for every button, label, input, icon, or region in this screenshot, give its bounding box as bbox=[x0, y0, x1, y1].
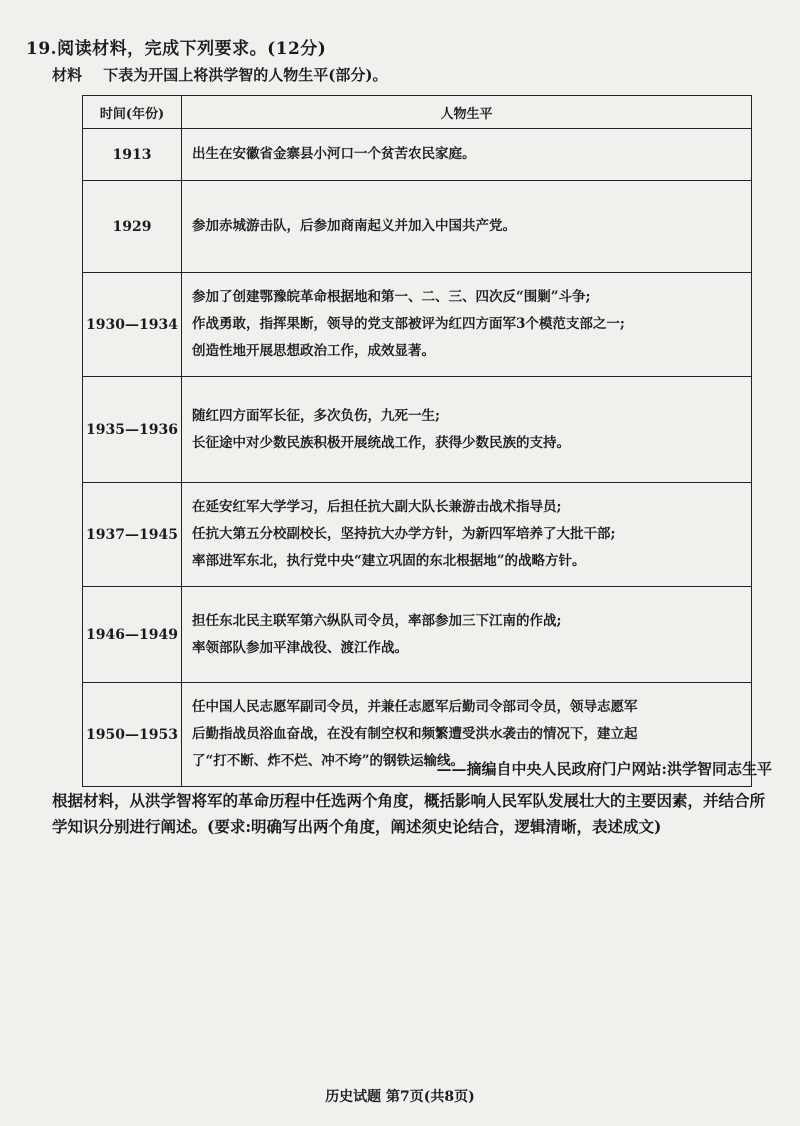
table-row bbox=[83, 483, 752, 587]
row-time: 1935—1936 bbox=[83, 377, 182, 483]
material-intro bbox=[52, 64, 387, 85]
event-line: 参加了创建鄂豫皖革命根据地和第一、二、三、四次反“围剿”斗争; bbox=[192, 289, 591, 305]
question-prompt: 根据材料，从洪学智将军的革命历程中任选两个角度，概括影响人民军队发展壮大的主要因素，并结合所学知识分别进行阐述。(要求:明确写出两个角度，阐述须史论结合，逻辑清晰，表述成文) bbox=[52, 791, 766, 836]
row-events bbox=[182, 273, 752, 377]
header-time: 时间(年份) bbox=[83, 96, 182, 129]
event-line: 作战勇敢，指挥果断，领导的党支部被评为红四方面军3个模范支部之一; bbox=[192, 316, 625, 332]
event-line: 出生在安徽省金寨县小河口一个贫苦农民家庭。 bbox=[192, 146, 476, 162]
event-line: 率领部队参加平津战役、渡江作战。 bbox=[192, 639, 408, 656]
event-line: 率部进军东北，执行党中央“建立巩固的东北根据地”的战略方针。 bbox=[192, 553, 586, 569]
event-line: 担任东北民主联军第六纵队司令员，率部参加三下江南的作战; bbox=[192, 612, 562, 629]
material-label: 材料 bbox=[52, 66, 83, 84]
row-events bbox=[182, 129, 752, 181]
row-events bbox=[182, 181, 752, 273]
row-time: 1946—1949 bbox=[83, 587, 182, 683]
row-time: 1937—1945 bbox=[83, 483, 182, 587]
table-header-row bbox=[83, 96, 752, 129]
event-line: 参加赤城游击队，后参加商南起义并加入中国共产党。 bbox=[192, 218, 516, 234]
row-events bbox=[182, 587, 752, 683]
header-biography: 人物生平 bbox=[182, 96, 752, 129]
source-citation: ——摘编自中央人民政府门户网站:洪学智同志生平 bbox=[436, 760, 772, 778]
row-events bbox=[182, 483, 752, 587]
event-line: 后勤指战员浴血奋战，在没有制空权和频繁遭受洪水袭击的情况下，建立起 bbox=[192, 726, 638, 742]
event-line: 长征途中对少数民族积极开展统战工作，获得少数民族的支持。 bbox=[192, 434, 570, 451]
event-line: 任中国人民志愿军副司令员，并兼任志愿军后勤司令部司令员，领导志愿军 bbox=[192, 699, 638, 715]
table-row bbox=[83, 587, 752, 683]
biography-table bbox=[82, 95, 752, 787]
event-line: 了“打不断、炸不烂、冲不垮”的钢铁运输线。 bbox=[192, 753, 465, 769]
event-line: 创造性地开展思想政治工作，成效显著。 bbox=[192, 343, 435, 359]
table-row bbox=[83, 181, 752, 273]
page-footer: 历史试题 第7页(共8页) bbox=[325, 1089, 475, 1105]
question-title: 19.阅读材料，完成下列要求。(12分) bbox=[26, 39, 327, 59]
table-row bbox=[83, 273, 752, 377]
row-time: 1913 bbox=[83, 129, 182, 181]
event-line: 任抗大第五分校副校长，坚持抗大办学方针，为新四军培养了大批干部; bbox=[192, 526, 616, 542]
material-intro-text: 下表为开国上将洪学智的人物生平(部分)。 bbox=[103, 66, 388, 84]
row-time: 1930—1934 bbox=[83, 273, 182, 377]
table-row bbox=[83, 377, 752, 483]
row-events bbox=[182, 377, 752, 483]
event-line: 随红四方面军长征，多次负伤，九死一生; bbox=[192, 407, 440, 424]
event-line: 在延安红军大学学习，后担任抗大副大队长兼游击战术指导员; bbox=[192, 499, 562, 515]
row-time: 1929 bbox=[83, 181, 182, 273]
row-time: 1950—1953 bbox=[83, 683, 182, 787]
table-row bbox=[83, 129, 752, 181]
